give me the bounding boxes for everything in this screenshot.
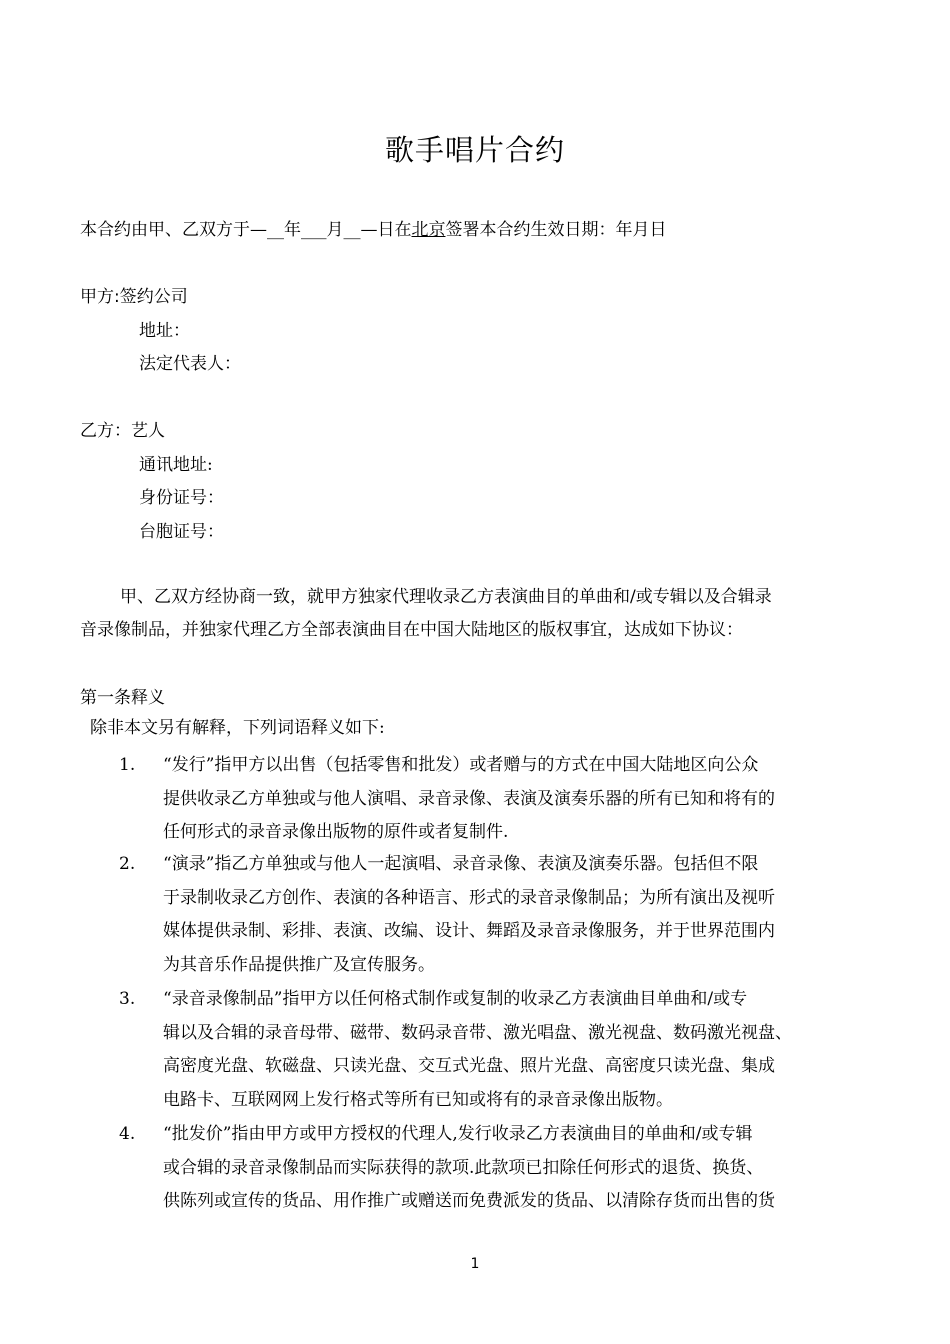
item-line: 提供收录乙方单独或与他人演唱、录音录像、表演及演奏乐器的所有已知和将有的 (163, 788, 775, 809)
item-line: 任何形式的录音录像出版物的原件或者复制件. (163, 822, 509, 842)
party-b-heading: 乙方：艺人 (80, 421, 165, 441)
intro-suffix: 签署本合约生效日期：年月日 (445, 220, 667, 240)
party-b-id-number: 身份证号： (139, 488, 224, 508)
party-b-address: 通讯地址: (139, 455, 213, 475)
intro-blank-month: ___ (301, 220, 327, 240)
intro-month: 月 (326, 220, 344, 240)
item-line: “录音录像制品”指甲方以任何格式制作或复制的收录乙方表演曲目单曲和/或专 (163, 989, 748, 1009)
item-line: 辑以及合辑的录音母带、磁带、数码录音带、激光唱盘、激光视盘、数码激光视盘、 (163, 1022, 792, 1043)
contract-intro (80, 218, 667, 242)
item-number: 3. (119, 989, 136, 1009)
definition-item-2 (119, 848, 869, 982)
definition-item-1 (119, 749, 869, 850)
intro-place: 北京 (411, 220, 446, 240)
contract-title: 歌手唱片合约 (384, 133, 565, 167)
preamble-paragraph (80, 581, 865, 647)
item-number: 2. (119, 854, 136, 874)
party-a-address: 地址： (139, 321, 190, 341)
party-a-legal-rep: 法定代表人： (139, 354, 241, 374)
item-number: 1. (119, 755, 136, 775)
item-line: “批发价”指由甲方或甲方授权的代理人,发行收录乙方表演曲目的单曲和/或专辑 (163, 1124, 753, 1144)
article-1-heading: 第一条释义 (80, 688, 165, 708)
item-line: 于录制收录乙方创作、表演的各种语言、形式的录音录像制品；为所有演出及视听 (163, 887, 775, 908)
preamble-line: 音录像制品，并独家代理乙方全部表演曲目在中国大陆地区的版权事宜，达成如下协议： (80, 620, 743, 640)
item-line: 高密度光盘、软磁盘、只读光盘、交互式光盘、照片光盘、高密度只读光盘、集成 (163, 1056, 775, 1076)
item-line: 或合辑的录音录像制品而实际获得的款项.此款项已扣除任何形式的退货、换货、 (163, 1157, 764, 1178)
definition-item-4 (119, 1118, 869, 1219)
party-b-taiwan-permit: 台胞证号： (139, 522, 224, 542)
item-line: 为其音乐作品提供推广及宣传服务。 (163, 954, 435, 975)
article-1-subheading: 除非本文另有解释，下列词语释义如下: (90, 718, 385, 738)
intro-day-at: —日在 (360, 220, 412, 240)
intro-blank-day: __ (343, 220, 361, 240)
intro-prefix: 本合约由甲、乙双方于— (80, 220, 267, 240)
item-line: 电路卡、互联网网上发行格式等所有已知或将有的录音录像出版物。 (163, 1089, 673, 1110)
intro-blank-year: __ (267, 220, 284, 240)
party-a-heading: 甲方:签约公司 (80, 287, 188, 307)
preamble-line: 甲、乙双方经协商一致，就甲方独家代理收录乙方表演曲目的单曲和/或专辑以及合辑录 (120, 587, 772, 607)
item-line: 供陈列或宣传的货品、用作推广或赠送而免费派发的货品、以清除存货而出售的货 (163, 1191, 775, 1211)
item-number: 4. (119, 1124, 136, 1144)
item-line: “演录”指乙方单独或与他人一起演唱、录音录像、表演及演奏乐器。包括但不限 (163, 854, 759, 874)
intro-year: 年 (284, 220, 301, 240)
item-line: 媒体提供录制、彩排、表演、改编、设计、舞蹈及录音录像服务，并于世界范围内 (163, 921, 775, 941)
definition-item-3 (119, 983, 869, 1117)
page-number: 1 (470, 1256, 480, 1272)
item-line: “发行”指甲方以出售（包括零售和批发）或者赠与的方式在中国大陆地区向公众 (163, 755, 759, 775)
